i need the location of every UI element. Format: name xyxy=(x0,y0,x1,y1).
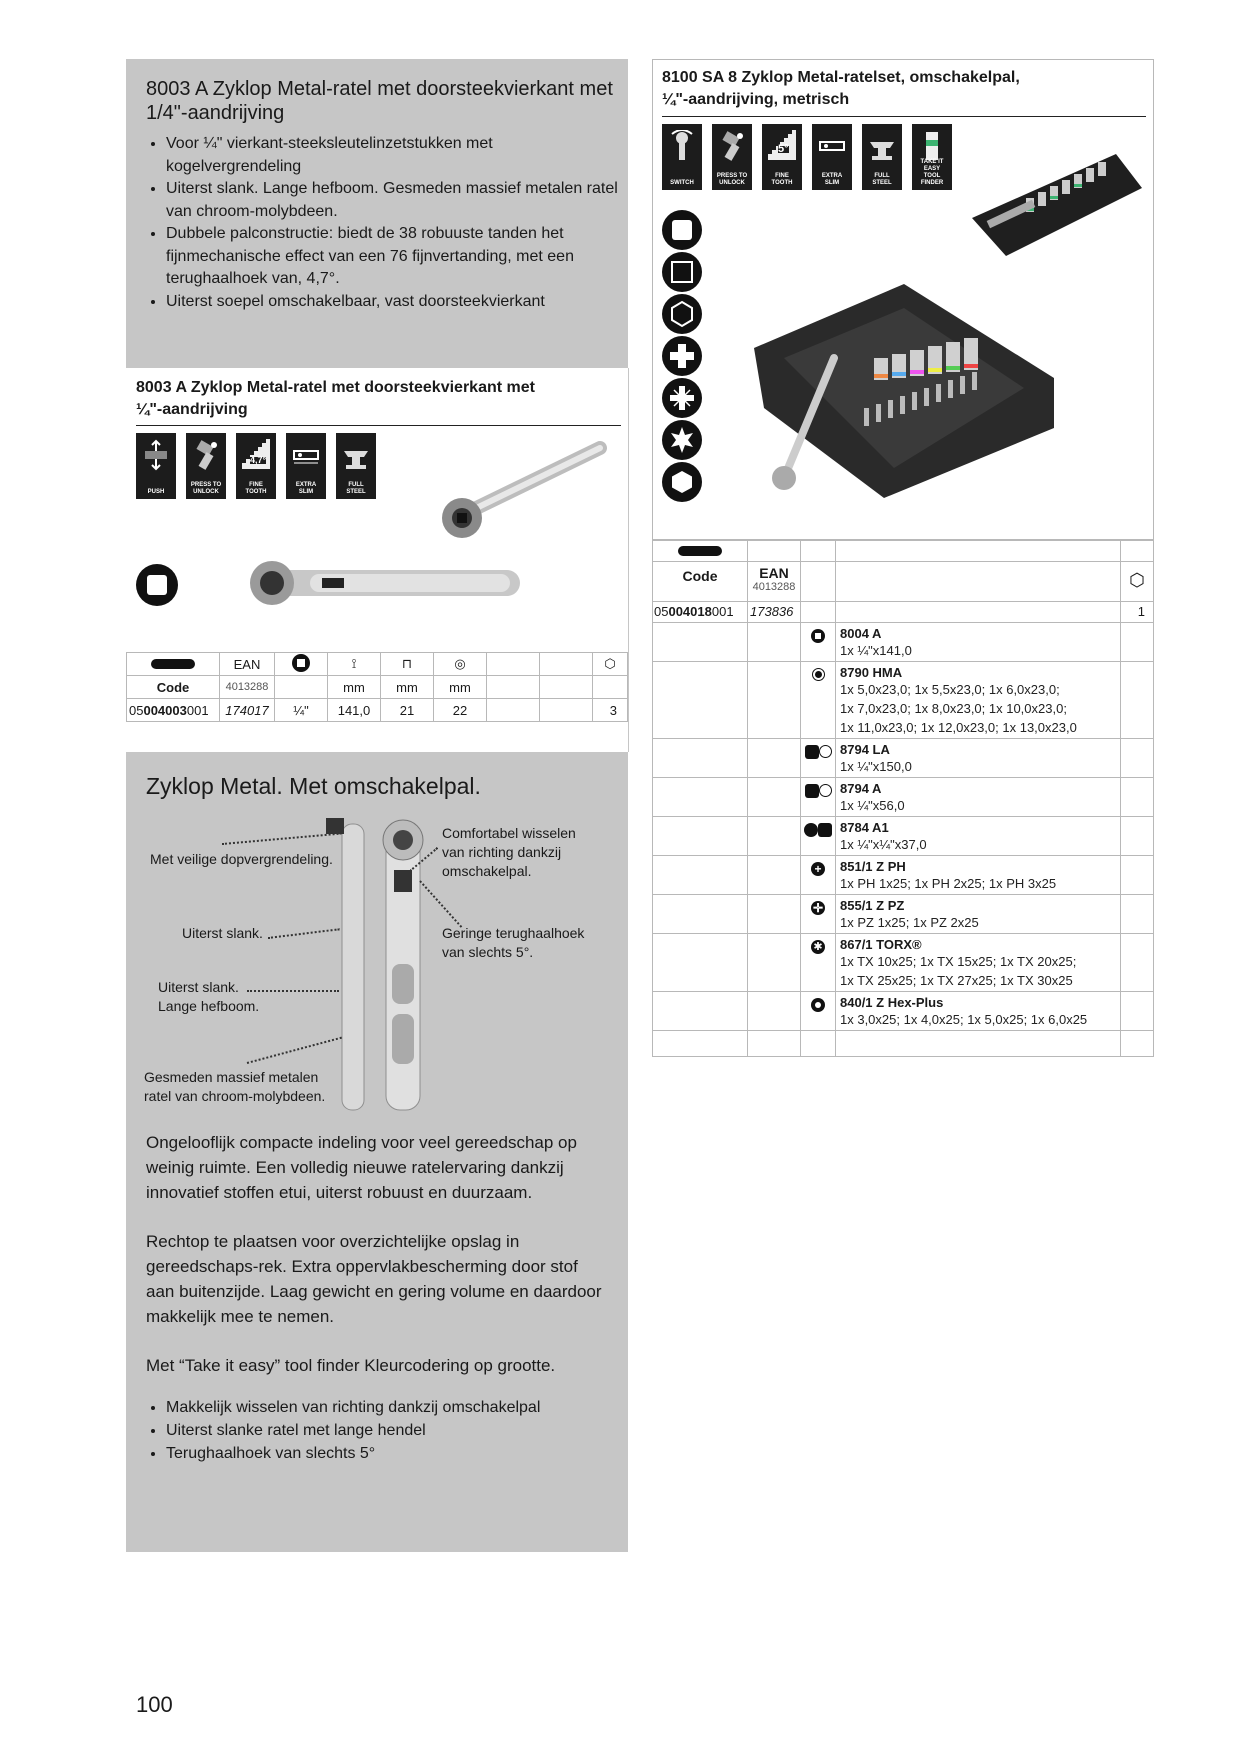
feature-label: TOOL FINDER xyxy=(920,173,944,186)
callout-forged xyxy=(144,1068,325,1106)
set-item: ✛ 855/1 Z PZ 1x PZ 1x25; 1x PZ 2x25 xyxy=(653,895,1154,934)
feature-label: SWITCH xyxy=(670,180,694,186)
torx-icon xyxy=(662,420,702,460)
feature-label: STEEL xyxy=(872,180,892,186)
product-code: 05004003001 xyxy=(127,699,220,722)
pozidriv-icon: ✛ xyxy=(801,895,836,934)
hex-plus-icon xyxy=(662,462,702,502)
hex-icon xyxy=(662,294,702,334)
callout-text: Comfortabel wisselen xyxy=(442,825,576,841)
full-steel-icon xyxy=(336,433,376,499)
square-drive-icon xyxy=(662,210,702,250)
intro-title-line1: 8003 A Zyklop Metal-ratel met doorsteekvierkant met xyxy=(146,78,613,100)
extension-icon xyxy=(801,739,836,778)
square-icon xyxy=(275,653,328,676)
ratchet-image-top xyxy=(250,560,530,606)
feature-label: UNLOCK xyxy=(193,489,219,495)
press-to-unlock-icon xyxy=(186,433,226,499)
product2-table xyxy=(652,539,1154,1057)
press-to-unlock-icon xyxy=(712,124,752,190)
full-steel-icon xyxy=(862,124,902,190)
take-it-easy-icon xyxy=(912,124,952,190)
feature-label: TAKE IT EASY xyxy=(920,159,944,172)
callout-slim: Uiterst slank. xyxy=(182,925,263,941)
diameter-icon: ◎ xyxy=(434,653,487,676)
pozidriv-icon xyxy=(662,378,702,418)
pack-qty: 3 xyxy=(593,699,628,722)
product1-title xyxy=(136,377,621,421)
unit-mm: mm xyxy=(381,676,434,699)
ratchet-image-angled xyxy=(440,436,620,546)
spec-value: 22 xyxy=(434,699,487,722)
intro-bullet: • Uiterst soepel omschakelbaar, vast doorsteekvierkant xyxy=(166,291,622,314)
feature-label: FULL xyxy=(348,482,364,488)
push-icon xyxy=(136,433,176,499)
intro-title xyxy=(146,77,616,125)
unit-mm: mm xyxy=(434,676,487,699)
spec-head-code-icon xyxy=(127,653,220,676)
callout-text: omschakelpal. xyxy=(442,863,532,879)
feature-label: PRESS TO xyxy=(190,482,222,488)
intro-bullets xyxy=(148,133,622,313)
product-code: 05004018001 xyxy=(653,602,748,623)
set-item: + 851/1 Z PH 1x PH 1x25; 1x PH 2x25; 1x PH 3x25 xyxy=(653,856,1154,895)
promo-bullets xyxy=(148,1396,622,1465)
callout-text: ratel van chroom-molybdeen. xyxy=(144,1088,326,1104)
case-open-image xyxy=(754,278,1054,498)
ean-prefix: 4013288 xyxy=(220,676,275,699)
set-item: 840/1 Z Hex-Plus 1x 3,0x25; 1x 4,0x25; 1x 5,0x25; 1x 6,0x25 xyxy=(653,992,1154,1031)
code-icon xyxy=(653,540,748,562)
height-icon: ⊓ xyxy=(381,653,434,676)
product1-spec-table xyxy=(126,652,628,722)
feature-label: PUSH xyxy=(147,489,165,495)
switch-icon xyxy=(662,124,702,190)
fine-tooth-badge: 5° xyxy=(778,143,789,155)
product1-title-line2: ¼"-aandrijving xyxy=(136,401,248,418)
profile-icons xyxy=(662,210,702,502)
package-icon: ⬡ xyxy=(593,653,628,676)
promo-bullet: • Uiterst slanke ratel met lange hendel xyxy=(166,1419,622,1442)
product1-title-rule xyxy=(136,425,621,426)
square-drive-icon xyxy=(801,623,836,662)
page-number: 100 xyxy=(136,1692,173,1717)
promo-paragraph: Rechtop te plaatsen voor overzichtelijke opslag in gereedschaps-rek. Extra oppervlakbescherming door stof aan buitenzijde. Laag gewicht en gering volume en daardoor makkelijk mee te nemen. xyxy=(146,1232,602,1326)
callout-text: van slechts 5°. xyxy=(442,944,534,960)
case-closed-image xyxy=(966,148,1146,260)
callout-lock: Met veilige dopvergrendeling. xyxy=(150,851,333,867)
feature-label: UNLOCK xyxy=(719,180,745,186)
feature-label: FULL xyxy=(874,173,890,179)
hex-socket-icon xyxy=(801,662,836,739)
table-head-ean: EAN 4013288 xyxy=(748,562,801,602)
promo-paragraph: Ongelooflijk compacte indeling voor veel gereedschap op weinig ruimte. Een volledig nieuwe ratelervaring dankzij innovatief stoffen etui, uiterst robuust en duurzaam. xyxy=(146,1133,577,1202)
unit-mm: mm xyxy=(328,676,381,699)
promo-bullet: • Terughaalhoek van slechts 5° xyxy=(166,1442,622,1465)
feature-label: PRESS TO xyxy=(716,173,748,179)
promo-paragraph: Met “Take it easy” tool finder Kleurcodering op grootte. xyxy=(146,1356,556,1375)
length-icon: ⟟ xyxy=(328,653,381,676)
package-icon: ⬡ xyxy=(1121,562,1154,602)
promo-heading: Zyklop Metal. Met omschakelpal. xyxy=(146,773,481,799)
extra-slim-icon xyxy=(286,433,326,499)
fine-tooth-badge: 4,7° xyxy=(250,455,267,465)
fine-tooth-icon xyxy=(762,124,802,190)
product2-title-rule xyxy=(662,116,1146,117)
set-item: 8794 LA 1x ¼"x150,0 xyxy=(653,739,1154,778)
product2-title-line1: 8100 SA 8 Zyklop Metal-ratelset, omschakelpal, xyxy=(662,69,1020,86)
feature-label: SLIM xyxy=(824,180,840,186)
feature-label: FINE xyxy=(775,173,789,179)
feature-label: SLIM xyxy=(298,489,314,495)
square-icon xyxy=(662,252,702,292)
torx-icon: ✱ xyxy=(801,934,836,992)
intro-bullet: • Voor ¼" vierkant-steeksleutelinzetstukken met kogelvergrendeling xyxy=(166,133,622,178)
feature-label: STEEL xyxy=(346,489,366,495)
pack-qty: 1 xyxy=(1121,602,1154,623)
phillips-icon: + xyxy=(801,856,836,895)
spec-head-ean: EAN xyxy=(220,653,275,676)
hex-plus-icon xyxy=(801,992,836,1031)
extension-icon xyxy=(801,778,836,817)
square-drive-icon xyxy=(136,564,178,606)
callout-text: Uiterst slank. xyxy=(158,979,239,995)
table-head-code: Code xyxy=(653,562,748,602)
product2-title-line2: ¼"-aandrijving, metrisch xyxy=(662,91,850,108)
feature-label: EXTRA xyxy=(295,482,317,488)
length-value: 141,0 xyxy=(328,699,381,722)
set-item: ✱ 867/1 TORX® 1x TX 10x25; 1x TX 15x25; 1x TX 20x25; 1x TX 25x25; 1x TX 27x25; 1x TX 30x25 xyxy=(653,934,1154,992)
set-item: 8790 HMA 1x 5,0x23,0; 1x 5,5x23,0; 1x 6,0x23,0; 1x 7,0x23,0; 1x 8,0x23,0; 1x 10,0x23,0; 1x 11,0x23,0; 1x 12,0x23,0; 1x 13,0x23,0 xyxy=(653,662,1154,739)
callout-angle xyxy=(442,924,584,962)
callout-text: van richting dankzij xyxy=(442,844,562,860)
feature-label: TOOTH xyxy=(771,180,793,186)
callout-switch xyxy=(442,824,576,881)
callout-leader xyxy=(247,990,339,992)
adapter-icon xyxy=(801,817,836,856)
intro-title-line2: 1/4"-aandrijving xyxy=(146,102,285,124)
ean-code: 173836 xyxy=(748,602,801,623)
intro-bullet: • Dubbele palconstructie: biedt de 38 robuuste tanden het fijnmechanische effect van een 76 fijnvertanding, met een terughaalhoek van, 4,7°. xyxy=(166,223,622,291)
set-item: 8794 A 1x ¼"x56,0 xyxy=(653,778,1154,817)
product1-title-line1: 8003 A Zyklop Metal-ratel met doorsteekvierkant met xyxy=(136,379,535,396)
spec-value: 21 xyxy=(381,699,434,722)
callout-text: Geringe terughaalhoek xyxy=(442,925,585,941)
promo-text xyxy=(146,1130,608,1378)
promo-bullet: • Makkelijk wisselen van richting dankzij omschakelpal xyxy=(166,1396,622,1419)
set-item: 8004 A 1x ¼"x141,0 xyxy=(653,623,1154,662)
feature-label: FINE xyxy=(249,482,263,488)
extra-slim-icon xyxy=(812,124,852,190)
ean-code: 174017 xyxy=(220,699,275,722)
feature-label: EXTRA xyxy=(821,173,843,179)
feature-label: TOOTH xyxy=(245,489,267,495)
intro-bullet: • Uiterst slank. Lange hefboom. Gesmeden massief metalen ratel van chroom-molybdeen. xyxy=(166,178,622,223)
drive-size: ¼" xyxy=(275,699,328,722)
set-item: 8784 A1 1x ¼"x¼"x37,0 xyxy=(653,817,1154,856)
product2-title xyxy=(662,67,1146,111)
phillips-icon xyxy=(662,336,702,376)
callout-slim-lever xyxy=(158,978,259,1016)
spec-head-code: Code xyxy=(127,676,220,699)
callout-text: Lange hefboom. xyxy=(158,998,260,1014)
fine-tooth-icon xyxy=(236,433,276,499)
callout-text: Gesmeden massief metalen xyxy=(144,1069,319,1085)
